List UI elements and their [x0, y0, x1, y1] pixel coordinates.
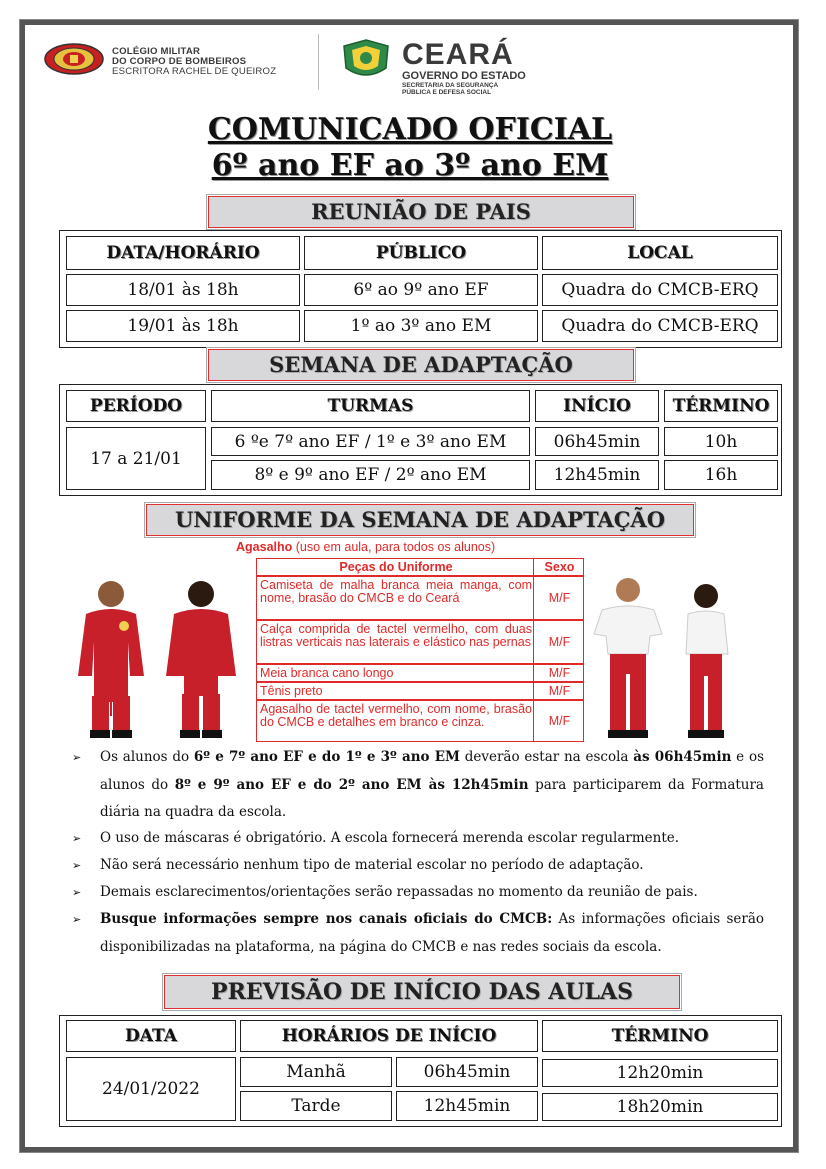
secretariat-line1: SECRETARIA DA SEGURANÇA [402, 82, 499, 89]
uniforme-item-desc: Agasalho de tactel vermelho, com nome, brasão do CMCB e detalhes em branco e cinza. [260, 702, 532, 729]
reuniao-row1-data: 18/01 às 18h [66, 274, 300, 306]
gov-label: GOVERNO DO ESTADO [402, 70, 526, 82]
adaptacao-period: 17 a 21/01 [66, 427, 206, 490]
reuniao-row1-local: Quadra do CMCB-ERQ [542, 274, 778, 306]
uniforme-item-sexo: M/F [533, 621, 585, 663]
adaptacao-row1-turmas: 6 ºe 7º ano EF / 1º e 3º ano EM [211, 427, 530, 456]
uniforme-item-sexo: M/F [533, 577, 585, 619]
bullet5-rest: As informações oficiais serão disponibilizadas na plataforma, na página do CMCB e nas redes sociais da escola. [100, 911, 764, 955]
student-boy-white-shirt-image [592, 574, 664, 742]
bullet-item [72, 906, 764, 961]
student-girl-white-shirt-image [674, 580, 734, 742]
reuniao-row2-local: Quadra do CMCB-ERQ [542, 310, 778, 342]
cmcb-logo [44, 42, 104, 76]
title-line1: COMUNICADO OFICIAL [207, 112, 613, 147]
state-block [402, 40, 526, 96]
school-name [112, 47, 276, 78]
aulas-row2-inicio: 12h45min [396, 1091, 538, 1121]
reuniao-header-publico: PÚBLICO [304, 236, 538, 270]
uniforme-item-desc: Tênis preto [260, 684, 323, 698]
bullet-text [100, 906, 764, 961]
adaptacao-header-turmas: TURMAS [211, 390, 530, 422]
reuniao-header-local: LOCAL [542, 236, 778, 270]
uniforme-caption [236, 540, 495, 554]
title-line2: 6º ano EF ao 3º ano EM [211, 148, 609, 183]
adaptacao-row1-inicio: 06h45min [535, 427, 659, 456]
uniforme-item-row [256, 700, 584, 742]
bullet-text: Não será necessário nenhum tipo de material escolar no período de adaptação. [100, 857, 644, 873]
bullet1-text-4: para participarem da Formatura diária na quadra da escola. [100, 776, 764, 820]
adaptacao-header-termino: TÉRMINO [664, 390, 778, 422]
uniforme-header-row [256, 558, 584, 576]
bullet1-bold-3: 8º e 9º ano EF e do 2º ano EM às 12h45min [174, 776, 529, 793]
page-title [160, 112, 660, 184]
reuniao-header-data: DATA/HORÁRIO [66, 236, 300, 270]
bullet-text: O uso de máscaras é obrigatório. A escola fornecerá merenda escolar regularmente. [100, 830, 680, 846]
adaptacao-row2-termino: 16h [664, 460, 778, 490]
adaptacao-row1-termino: 10h [664, 427, 778, 456]
reuniao-row1-publico: 6º ao 9º ano EF [304, 274, 538, 306]
aulas-row1-turno: Manhã [240, 1057, 392, 1087]
aulas-header-horarios: HORÁRIOS DE INÍCIO [240, 1020, 538, 1052]
uniforme-item-desc: Meia branca cano longo [260, 666, 394, 680]
state-name: CEARÁ [402, 38, 514, 71]
adaptacao-banner: SEMANA DE ADAPTAÇÃO [208, 349, 634, 381]
uniforme-item-desc: Calça comprida de tactel vermelho, com duas listras verticais nas laterais e elástico nas pernas [260, 622, 532, 649]
bullet5-bold: Busque informações sempre nos canais oficiais do CMCB: [100, 911, 553, 927]
reuniao-row2-publico: 1º ao 3º ano EM [304, 310, 538, 342]
aulas-row2-termino: 18h20min [542, 1093, 778, 1121]
school-line2: DO CORPO DE BOMBEIROS [112, 56, 247, 68]
bullet-text [100, 744, 764, 827]
arrow-bullet-icon: ➢ [72, 859, 82, 872]
bullet1-bold-2: às 06h45min [633, 749, 732, 765]
reuniao-banner: REUNIÃO DE PAIS [208, 196, 634, 228]
reuniao-row2-data: 19/01 às 18h [66, 310, 300, 342]
bullet1-text-1: Os alunos do [100, 749, 194, 765]
uniforme-item-sexo: M/F [533, 701, 585, 741]
adaptacao-row2-turmas: 8º e 9º ano EF / 2º ano EM [211, 460, 530, 490]
bullet-item [72, 852, 764, 880]
aulas-row1-inicio: 06h45min [396, 1057, 538, 1087]
uniforme-item-row [256, 664, 584, 682]
uniforme-item-row [256, 682, 584, 700]
aulas-row2-turno: Tarde [240, 1091, 392, 1121]
uniforme-item-row [256, 620, 584, 664]
uniforme-item-sexo: M/F [533, 665, 585, 681]
adaptacao-row2-inicio: 12h45min [535, 460, 659, 490]
arrow-bullet-icon: ➢ [72, 913, 82, 926]
bullet-item [72, 879, 764, 907]
ceara-logo [340, 38, 392, 82]
secretariat-line2: PÚBLICA E DEFESA SOCIAL [402, 89, 492, 96]
bullet-item [72, 825, 764, 853]
arrow-bullet-icon: ➢ [72, 886, 82, 899]
student-boy-front-image [66, 576, 156, 742]
school-line1: COLÉGIO MILITAR [112, 46, 201, 57]
bullet-text: Demais esclarecimentos/orientações serão repassadas no momento da reunião de pais. [100, 884, 698, 900]
bullet1-bold-1: 6º e 7º ano EF e do 1º e 3º ano EM [193, 749, 460, 765]
aulas-date: 24/01/2022 [66, 1057, 236, 1121]
uniforme-item-sexo: M/F [533, 683, 585, 699]
aulas-header-termino: TÉRMINO [542, 1020, 778, 1052]
adaptacao-header-periodo: PERÍODO [66, 390, 206, 422]
bullet1-text-3: e os alunos do [100, 749, 764, 793]
bullet1-text-2: deverão estar na escola [459, 749, 634, 765]
arrow-bullet-icon: ➢ [72, 832, 82, 845]
arrow-bullet-icon: ➢ [72, 751, 82, 764]
aulas-header-data: DATA [66, 1020, 236, 1052]
uniforme-col-pecas: Peças do Uniforme [339, 560, 453, 574]
bullet-item [72, 744, 764, 827]
aulas-banner: PREVISÃO DE INÍCIO DAS AULAS [164, 975, 680, 1009]
aulas-row1-termino: 12h20min [542, 1059, 778, 1087]
uniforme-col-sexo: Sexo [533, 559, 585, 575]
header-divider [318, 34, 319, 90]
uniforme-item-row [256, 576, 584, 620]
student-girl-back-image [156, 576, 246, 742]
uniforme-caption-bold: Agasalho [236, 540, 293, 554]
uniforme-banner: UNIFORME DA SEMANA DE ADAPTAÇÃO [146, 504, 694, 536]
uniforme-item-desc: Camiseta de malha branca meia manga, com nome, brasão do CMCB e do Ceará [260, 578, 532, 605]
school-line3: ESCRITORA RACHEL DE QUEIROZ [112, 66, 277, 78]
adaptacao-header-inicio: INÍCIO [535, 390, 659, 422]
uniforme-caption-rest: (uso em aula, para todos os alunos) [292, 540, 496, 554]
